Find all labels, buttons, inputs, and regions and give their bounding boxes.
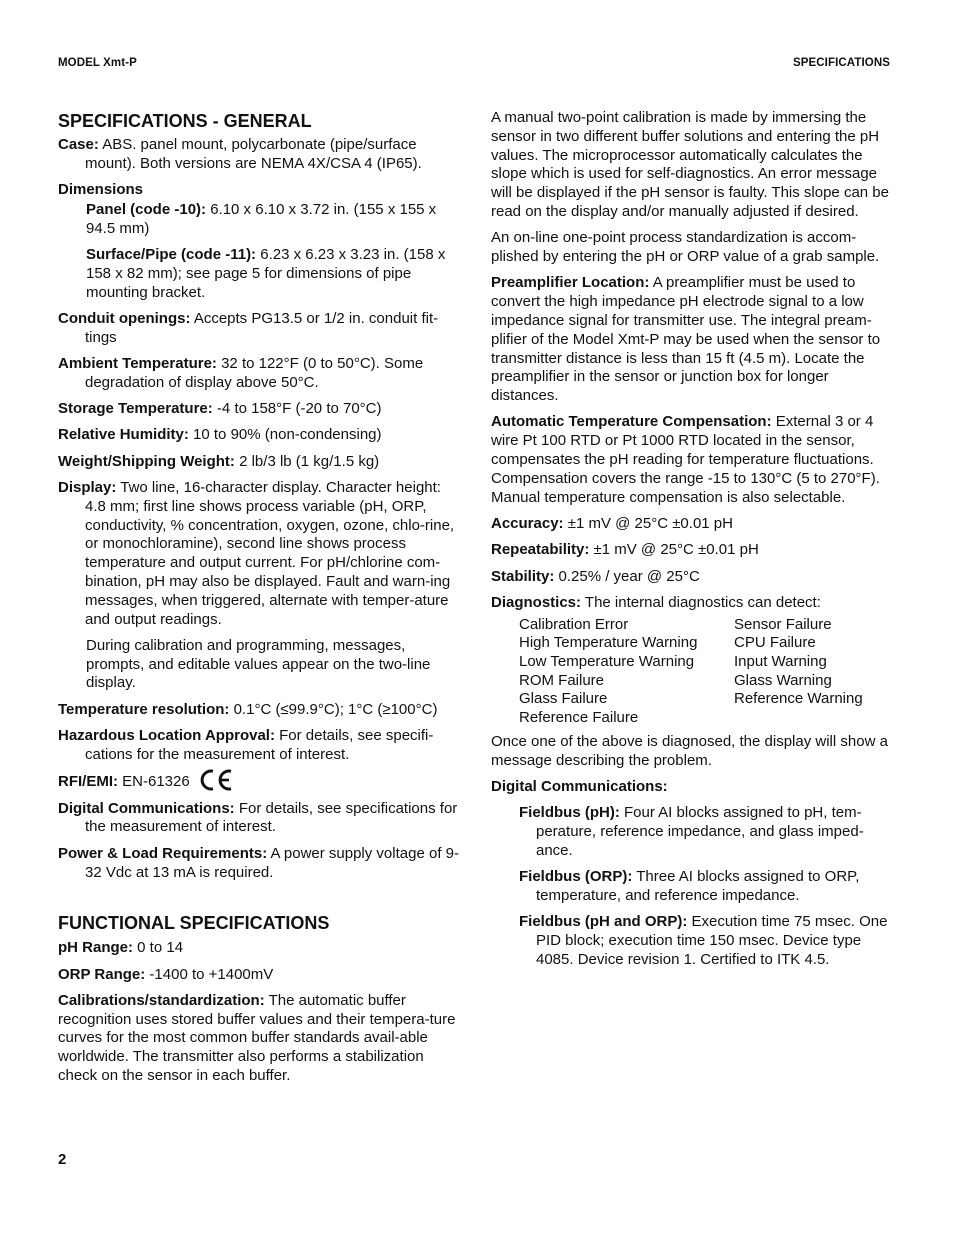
spec-label: Fieldbus (ORP):: [519, 868, 633, 886]
spec-label: Power & Load Requirements:: [58, 844, 268, 862]
spec-dimensions-surface: [58, 246, 464, 302]
spec-label: Stability:: [491, 567, 555, 585]
spec-label: Accuracy:: [491, 514, 564, 532]
spec-text: Three AI blocks assigned to ORP, temperature, and reference impedance.: [536, 868, 860, 904]
spec-label: Fieldbus (pH):: [519, 804, 620, 822]
left-column: [58, 109, 464, 1093]
diagnostic-item: Reference Failure: [519, 709, 639, 727]
spec-text: -4 to 158°F (-20 to 70°C): [212, 400, 382, 418]
spec-text: ±1 mV @ 25°C ±0.01 pH: [589, 541, 759, 559]
running-header-section: SPECIFICATIONS: [792, 57, 890, 69]
spec-text: For details, see specifications for the measurement of interest.: [85, 799, 458, 836]
spec-ph-range: [58, 939, 464, 958]
diagnostics-after-paragraph: Once one of the above is diagnosed, the display will show a message describing the problem.: [491, 732, 888, 769]
spec-text: A power supply voltage of 9-32 Vdc at 13 mA is required.: [85, 844, 459, 881]
spec-text: Accepts PG13.5 or 1/2 in. conduit fit-tings: [85, 309, 439, 346]
diagnostic-item: ROM Failure: [519, 671, 605, 689]
spec-label: Automatic Temperature Compensation:: [491, 413, 772, 431]
spec-digital-communications: [58, 800, 464, 838]
spec-humidity: [58, 426, 464, 445]
spec-rfi-emi: [58, 772, 464, 792]
spec-repeatability: [491, 541, 896, 560]
section-title-functional: FUNCTIONAL SPECIFICATIONS: [58, 913, 330, 934]
spec-text: ±1 mV @ 25°C ±0.01 pH: [563, 514, 733, 532]
spec-accuracy: [491, 515, 896, 534]
spec-stability: [491, 568, 896, 587]
online-standardization-paragraph: An on-line one-point process standardization is accom-plished by entering the pH or ORP value of a grab sample.: [491, 229, 880, 266]
spec-text: A preamplifier must be used to convert the high impedance pH electrode signal to a low impedance signal for transmitter use. The integral pream-plifier of the Model Xmt-P may be used when the sensor to transmitter distance is less than 15 ft (4.5 m). Locate the preamplifier in the sensor or junction box for longer distances.: [491, 274, 881, 405]
right-column: [491, 109, 896, 977]
spec-text: Execution time 75 msec. One PID block; execution time 150 msec. Device type 4085. Device revision 1. Certified to ITK 4.5.: [536, 913, 888, 968]
spec-display-extra: During calibration and programming, messages, prompts, and editable values appear on the two-line display.: [86, 636, 431, 692]
spec-weight: [58, 453, 464, 472]
spec-text: 0 to 14: [133, 939, 184, 957]
spec-storage: [58, 400, 464, 419]
spec-text: 6.23 x 6.23 x 3.23 in. (158 x 158 x 82 mm); see page 5 for dimensions of pipe mounting bracket.: [86, 245, 446, 301]
diagnostic-item: [734, 709, 904, 728]
diagnostic-item: Glass Warning: [734, 671, 832, 689]
spec-display: [58, 479, 464, 629]
spec-label: Panel (code -10):: [86, 200, 207, 218]
spec-power: [58, 845, 464, 883]
spec-label: Digital Communications:: [58, 799, 235, 817]
spec-fieldbus-orp: [491, 868, 896, 906]
spec-text: Four AI blocks assigned to pH, tem-perature, reference impedance, and glass imped-ance.: [536, 804, 864, 859]
spec-label: Weight/Shipping Weight:: [58, 452, 235, 470]
spec-dimensions-label: Dimensions: [58, 181, 144, 199]
manual-calibration-paragraph: A manual two-point calibration is made by immersing the sensor in two different buffer solutions and entering the pH values. The microprocessor automatically calculates the slope which is used for self-diagnostics. An error message will be displayed if the pH sensor is faulty. This slope can be read on the display and/or manually adjusted if desired.: [491, 109, 889, 220]
spec-label: Temperature resolution:: [58, 700, 230, 718]
page-number: 2: [58, 1151, 67, 1168]
spec-text: 32 to 122°F (0 to 50°C). Some degradation of display above 50°C.: [85, 354, 424, 391]
spec-diagnostics: [491, 594, 896, 613]
spec-label: Relative Humidity:: [58, 426, 189, 444]
spec-temp-resolution: [58, 701, 464, 720]
spec-label: Surface/Pipe (code -11):: [86, 245, 257, 263]
spec-text: The internal diagnostics can detect:: [581, 593, 821, 611]
spec-label: RFI/EMI:: [58, 773, 118, 791]
spec-text: ABS. panel mount, polycarbonate (pipe/surface mount). Both versions are NEMA 4X/CSA 4 (IP65).: [85, 136, 422, 172]
spec-orp-range: [58, 966, 464, 985]
spec-label: Fieldbus (pH and ORP):: [519, 913, 688, 931]
spec-dimensions-panel: [58, 201, 464, 239]
diagnostic-item: Input Warning: [734, 653, 827, 671]
spec-text: 2 lb/3 lb (1 kg/1.5 kg): [234, 452, 380, 470]
spec-text: -1400 to +1400mV: [145, 965, 274, 983]
spec-case: [58, 136, 464, 174]
spec-text: The automatic buffer recognition uses stored buffer values and their tempera-ture curves for the most common buffer standards avail-able worldwide. The transmitter also performs a stabilization check on the sensor in each buffer.: [58, 991, 456, 1085]
spec-label: pH Range:: [58, 939, 133, 957]
diagnostic-item: Sensor Failure: [734, 615, 832, 633]
spec-label: Case:: [58, 136, 99, 153]
spec-hazardous: [58, 727, 464, 765]
spec-text: 0.1°C (≤99.9°C); 1°C (≥100°C): [229, 700, 438, 718]
spec-label: Calibrations/standardization:: [58, 991, 265, 1009]
spec-fieldbus-ph: [491, 804, 896, 860]
spec-text: 0.25% / year @ 25°C: [554, 567, 700, 585]
spec-calibrations: [58, 992, 464, 1086]
diagnostic-item: High Temperature Warning: [519, 634, 698, 652]
spec-label: ORP Range:: [58, 965, 146, 983]
running-header-model: MODEL Xmt-P: [58, 57, 137, 69]
diagnostic-item: Glass Failure: [519, 690, 608, 708]
spec-text: For details, see specifi-cations for the measurement of interest.: [85, 727, 434, 763]
spec-preamplifier: [491, 274, 896, 406]
ce-mark-icon: [198, 768, 234, 792]
spec-label: Storage Temperature:: [58, 400, 213, 418]
spec-label: Display:: [58, 478, 117, 496]
spec-atc: [491, 413, 896, 507]
diagnostic-item: Reference Warning: [734, 690, 863, 708]
spec-digital-communications-label: Digital Communications:: [491, 777, 668, 795]
spec-text: Two line, 16-character display. Character height: 4.8 mm; first line shows process variable (pH, ORP, conductivity, % concentration, oxygen, ozone, chlo-rine, or monochloramine), second line shows process temperature and output current. For pH/chlorine com-bination, pH may also be displayed. Fault and warn-ing messages, when triggered, alternate with temper-ature and output readings.: [85, 478, 455, 628]
spec-conduit: [58, 310, 464, 348]
diagnostic-item: CPU Failure: [734, 634, 816, 652]
spec-text: External 3 or 4 wire Pt 100 RTD or Pt 1000 RTD located in the sensor, compensates the pH reading for temperature fluctuations. Compensation covers the range -15 to 130°C (5 to 270°F). Manual temperature compensation is also selectable.: [491, 413, 880, 506]
spec-text: EN-61326: [118, 773, 190, 791]
spec-label: Ambient Temperature:: [58, 354, 217, 372]
spec-fieldbus-ph-orp: [491, 913, 896, 969]
spec-label: Preamplifier Location:: [491, 274, 650, 292]
diagnostic-item: Calibration Error: [519, 615, 629, 633]
spec-label: Diagnostics:: [491, 593, 582, 611]
spec-label: Repeatability:: [491, 541, 590, 559]
spec-text: 10 to 90% (non-condensing): [188, 426, 382, 444]
section-title-general: SPECIFICATIONS - GENERAL: [58, 111, 312, 131]
spec-ambient: [58, 355, 464, 393]
diagnostics-list: [519, 616, 896, 728]
spec-label: Conduit openings:: [58, 309, 191, 327]
diagnostic-item: Low Temperature Warning: [519, 653, 695, 671]
spec-label: Hazardous Location Approval:: [58, 727, 275, 745]
spec-text: 6.10 x 6.10 x 3.72 in. (155 x 155 x 94.5 mm): [86, 200, 437, 237]
